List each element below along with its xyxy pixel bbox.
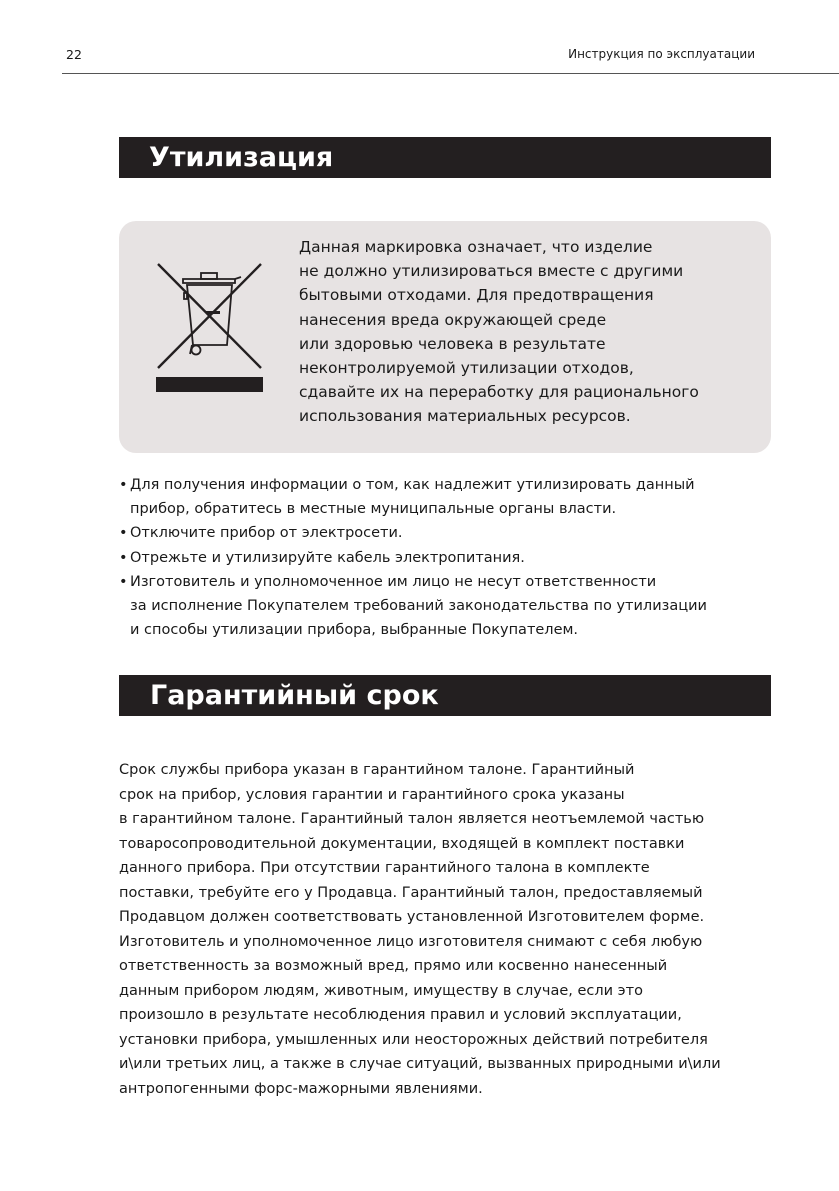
notice-line: бытовыми отходами. Для предотвращения — [299, 286, 654, 305]
paragraph-line: в гарантийном талоне. Гарантийный талон является неотъемлемой частью — [119, 811, 705, 827]
disposal-notice-text — [299, 235, 769, 429]
page-number: 22 — [66, 47, 82, 62]
paragraph-line: данного прибора. При отсутствии гарантийного талона в комплекте — [119, 860, 650, 876]
disposal-instructions-list — [119, 473, 799, 642]
header-rule — [62, 73, 839, 74]
warranty-paragraph — [119, 758, 809, 1101]
paragraph-line: Продавцом должен соответствовать установленной Изготовителем форме. — [119, 909, 705, 925]
paragraph-line: срок на прибор, условия гарантии и гарантийного срока указаны — [119, 786, 625, 803]
paragraph-line: поставки, требуйте его у Продавца. Гарантийный талон, предоставляемый — [119, 884, 703, 901]
notice-line: Данная маркировка означает, что изделие — [299, 238, 653, 256]
paragraph-line: товаросопроводительной документации, входящей в комплект поставки — [119, 835, 685, 852]
running-title: Инструкция по эксплуатации — [568, 47, 755, 61]
paragraph-line: Изготовитель и уполномоченное лицо изготовителя снимают с себя любую — [119, 933, 703, 950]
paragraph-line: Срок службы прибора указан в гарантийном талоне. Гарантийный — [119, 762, 635, 778]
notice-line: или здоровью человека в результате — [299, 334, 606, 353]
paragraph-line: данным прибором людям, животным, имуществу в случае, если это — [119, 982, 643, 999]
paragraph-line: установки прибора, умышленных или неосторожных действий потребителя — [119, 1031, 708, 1048]
paragraph-line: антропогенными форс-мажорными явлениями. — [119, 1080, 483, 1097]
paragraph-line: и\или третьих лиц, а также в случае ситуаций, вызванных природными и\или — [119, 1056, 721, 1072]
notice-line: сдавайте их на переработку для рационального — [299, 383, 699, 402]
notice-line: использования материальных ресурсов. — [299, 407, 631, 426]
warranty-heading: Гарантийный срок — [119, 675, 771, 716]
disposal-heading: Утилизация — [119, 137, 771, 178]
notice-line: неконтролируемой утилизации отходов, — [299, 359, 634, 378]
list-item: • Изготовитель и уполномоченное им лицо не несут ответственности за исполнение Покупателем требований законодательства по утилизации и способы утилизации прибора, выбранные Покупателем. — [119, 570, 799, 643]
list-item: • Для получения информации о том, как надлежит утилизировать данный прибор, обратитесь в местные муниципальные органы власти. — [119, 473, 799, 521]
disposal-notice — [119, 221, 771, 453]
notice-line: не должно утилизироваться вместе с другими — [299, 262, 684, 281]
paragraph-line: ответственность за возможный вред, прямо или косвенно нанесенный — [119, 958, 668, 974]
list-item: • Отключите прибор от электросети. — [119, 521, 799, 545]
list-item: • Отрежьте и утилизируйте кабель электропитания. — [119, 546, 799, 570]
paragraph-line: произошло в результате несоблюдения правил и условий эксплуатации, — [119, 1007, 682, 1023]
notice-line: нанесения вреда окружающей среде — [299, 310, 607, 329]
crossed-out-wheelie-bin-icon — [156, 261, 266, 393]
